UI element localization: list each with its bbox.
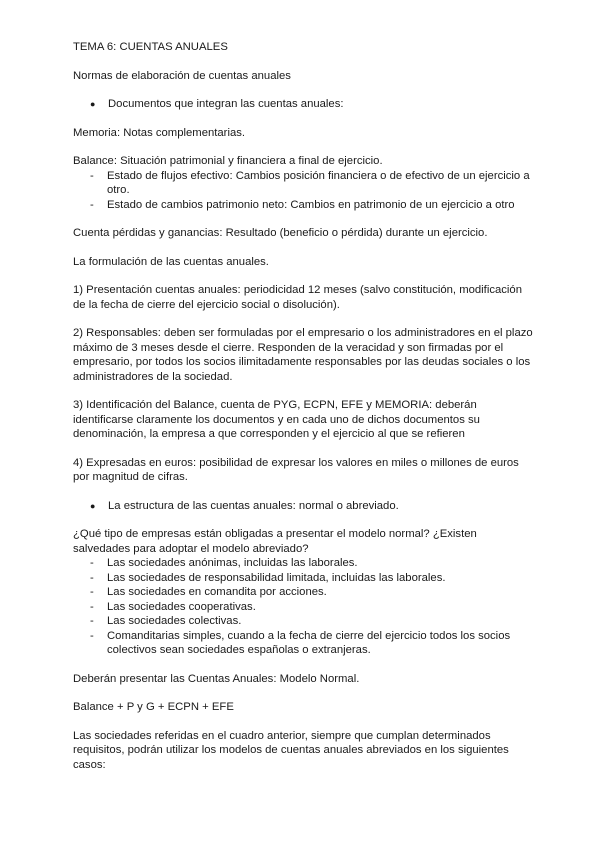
memoria-line: Memoria: Notas complementarias. [73,126,246,139]
dash-icon: - [90,557,94,569]
punto-4: 4) Expresadas en euros: posibilidad de expresar los valores en miles o millones de euros por magnitud de cifras. [73,456,519,483]
pregunta: ¿Qué tipo de empresas están obligadas a presentar el modelo normal? ¿Existen salvedades para adoptar el modelo abreviado? [73,528,477,555]
bullet-documentos [90,97,533,112]
list-item: - Las sociedades de responsabilidad limitada, incluidas las laborales. [90,571,446,584]
dash-icon: - [90,586,94,598]
sociedades-list [73,556,533,658]
normas-heading: Normas de elaboración de cuentas anuales [73,69,291,82]
dash-icon: - [90,600,94,613]
list-item: - Las sociedades colectivas. [90,615,242,627]
dash-icon: - [90,571,94,584]
list-item: - Comanditarias simples, cuando a la fecha de cierre del ejercicio todos los socios colectivos sean sociedades españolas o extranjeras. [90,629,511,656]
cuenta-pyg-line: Cuenta pérdidas y ganancias: Resultado (beneficio o pérdida) durante un ejercicio. [73,227,488,239]
punto-3: 3) Identificación del Balance, cuenta de PYG, ECPN, EFE y MEMORIA: deberán identificarse claramente los documentos y en cada uno de dichos documentos su denominación, la empresa a que corresponden y el ejercicio al que se refieren [73,399,480,440]
dash-icon: - [90,629,94,642]
list-item: - Las sociedades en comandita por acciones. [90,586,327,598]
balance-line: Balance: Situación patrimonial y financiera a final de ejercicio. [73,155,383,167]
bullet-estructura-text: La estructura de las cuentas anuales: normal o abreviado. [108,499,399,512]
document-page [73,40,533,772]
formulacion-heading: La formulación de las cuentas anuales. [73,255,269,268]
deberan-line: Deberán presentar las Cuentas Anuales: Modelo Normal. [73,672,360,685]
list-item: - Las sociedades anónimas, incluidas las laborales. [90,557,358,569]
list-item: - Las sociedades cooperativas. [90,600,256,613]
dash-icon: - [90,169,94,182]
page-title: TEMA 6: CUENTAS ANUALES [73,41,228,53]
dash-icon: - [90,198,94,211]
bullet-documentos-text: Documentos que integran las cuentas anuales: [108,98,344,110]
punto-2: 2) Responsables: deben ser formuladas por el empresario o los administradores en el plazo máximo de 3 meses desde el cierre. Responden de la veracidad y son firmadas por el empresario, por todos los socios ilimitadamente responsables por las deudas sociales o los administradores de la sociedad. [73,327,533,383]
bullet-dot-icon: ● [90,500,96,511]
punto-1: 1) Presentación cuentas anuales: periodicidad 12 meses (salvo constitución, modificación de la fecha de cierre del ejercicio social o disolución). [73,284,522,311]
dash-icon: - [90,615,94,627]
ultimo-parrafo: Las sociedades referidas en el cuadro anterior, siempre que cumplan determinados requisitos, podrán utilizar los modelos de cuentas anuales abreviados en los siguientes casos: [73,729,509,771]
balance-list [73,169,533,213]
formula-line: Balance + P y G + ECPN + EFE [73,701,234,713]
list-item: - Estado de flujos efectivo: Cambios posición financiera o de efectivo de un ejercicio a otro. [90,169,530,196]
list-item: - Estado de cambios patrimonio neto: Cambios en patrimonio de un ejercicio a otro [90,198,515,211]
bullet-estructura [90,499,533,514]
bullet-dot-icon: ● [90,99,96,109]
